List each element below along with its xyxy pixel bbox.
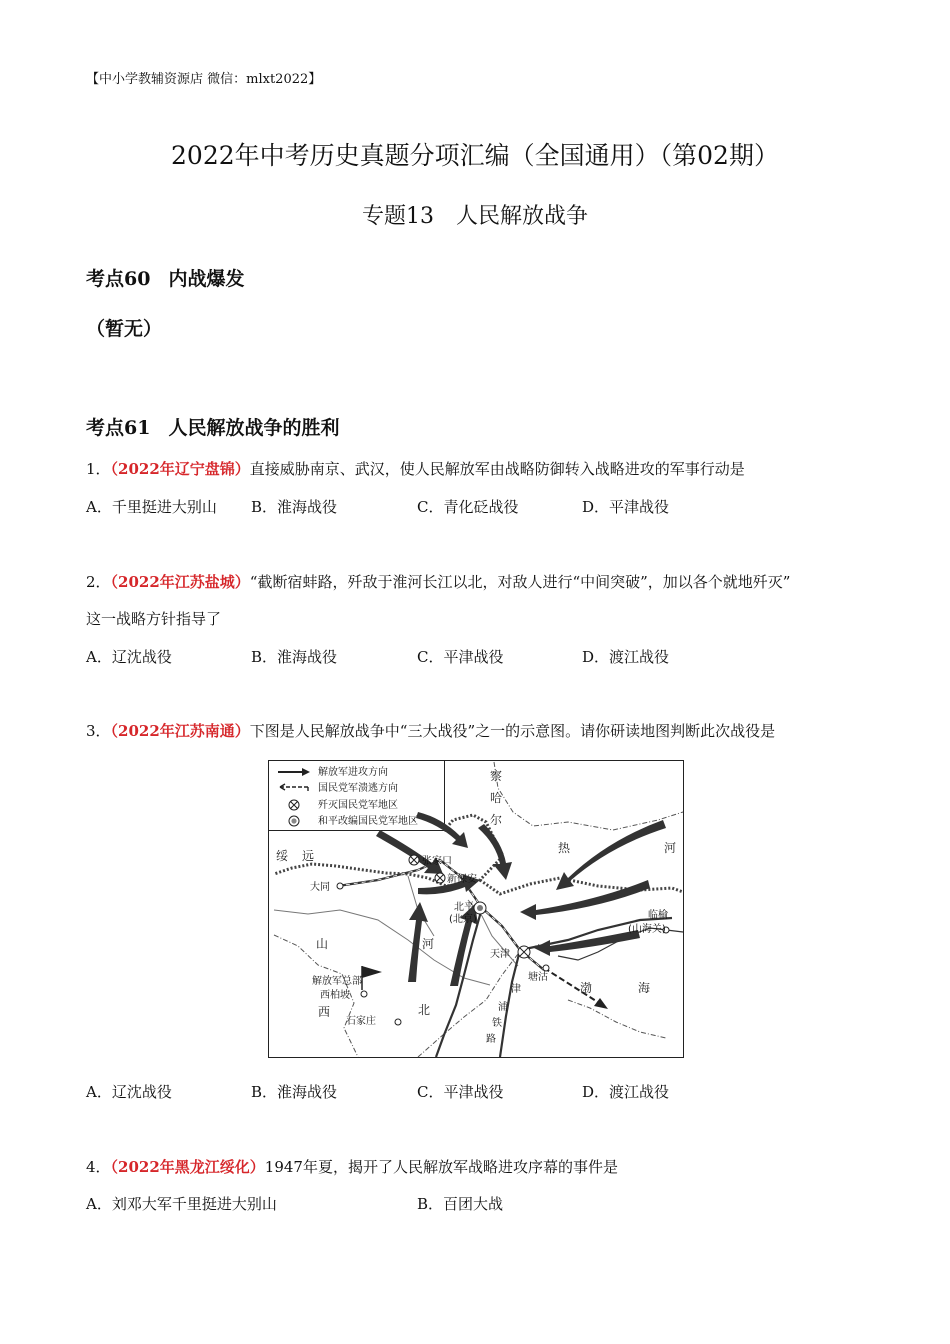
city-dot-datong <box>337 883 343 889</box>
city-label: 张家口 <box>422 856 452 867</box>
option-c: C．青化砭战役 <box>417 498 519 516</box>
annihilate-marker-zhangjiakou <box>409 855 419 865</box>
region-label: 哈 <box>490 791 503 805</box>
city-label: 西柏坡 <box>320 990 350 1001</box>
region-label: 河 <box>422 937 435 951</box>
city-label: 临榆 <box>648 910 668 921</box>
question-source: （2022年辽宁盘锦） <box>110 460 250 478</box>
question-4 <box>86 1156 618 1177</box>
question-number: 4． <box>86 1158 111 1176</box>
question-3 <box>86 720 775 741</box>
region-label: 北 <box>418 1003 431 1017</box>
region-label: 西 <box>318 1005 331 1019</box>
region-label: 浦 <box>498 1002 508 1013</box>
region-label: 海 <box>638 981 651 995</box>
city-label: (山海关) <box>628 924 666 935</box>
legend-label: 歼灭国民党军地区 <box>318 800 398 811</box>
section-note: （暂无） <box>86 318 163 340</box>
legend-label: 解放军进攻方向 <box>318 767 388 778</box>
question-source: （2022年江苏南通） <box>110 722 250 740</box>
question-2-continued: 这一战略方针指导了 <box>86 610 222 628</box>
city-label: 新保安 <box>447 874 477 885</box>
annihilate-marker-xinbaoan <box>435 873 445 883</box>
option-d: D．平津战役 <box>582 498 670 516</box>
city-label: 解放军总部 <box>312 976 362 987</box>
region-label: 河 <box>664 841 677 855</box>
city-dot-xibaipo <box>361 991 367 997</box>
option-a: A．辽沈战役 <box>86 1083 172 1101</box>
question-text: “截断宿蚌路，歼敌于淮河长江以北，对敌人进行“中间突破”，加以各个就地歼灭” <box>249 573 791 591</box>
option-a: A．千里挺进大别山 <box>86 498 217 516</box>
document-title: 2022年中考历史真题分项汇编（全国通用）（第02期） <box>171 141 779 170</box>
option-d: D．渡江战役 <box>582 648 670 666</box>
region-label: 远 <box>302 849 315 863</box>
option-a: A．刘邓大军千里挺进大别山 <box>86 1195 277 1213</box>
region-label: 渤 <box>580 981 593 995</box>
region-label: 山 <box>316 937 329 951</box>
document-subtitle: 专题13 人民解放战争 <box>362 204 588 229</box>
question-text: 下图是人民解放战争中“三大战役”之一的示意图。请你研读地图判断此次战役是 <box>249 722 776 740</box>
city-label: 北平 <box>454 902 474 913</box>
city-label: 大同 <box>310 882 330 893</box>
city-label: 塘沽 <box>528 972 548 983</box>
region-label: 热 <box>558 841 571 855</box>
option-a: A．辽沈战役 <box>86 648 172 666</box>
city-dot-shijiazhuang <box>395 1019 401 1025</box>
region-label: 尔 <box>490 813 503 827</box>
section-heading-61 <box>86 413 339 440</box>
option-c: C．平津战役 <box>417 1083 504 1101</box>
question-text: 1947年夏，揭开了人民解放军战略进攻序幕的事件是 <box>264 1158 618 1176</box>
option-c: C．平津战役 <box>417 648 504 666</box>
city-label: 天津 <box>490 949 510 960</box>
region-label: 津 <box>511 984 521 995</box>
section-number: 考点60 <box>86 268 151 290</box>
legend-label: 国民党军溃逃方向 <box>318 783 398 794</box>
region-label: 铁 <box>492 1018 502 1029</box>
section-name: 内战爆发 <box>168 268 245 290</box>
city-label: (北京) <box>449 914 477 925</box>
question-source: （2022年黑龙江绥化） <box>110 1158 265 1176</box>
question-text: 直接威胁南京、武汉，使人民解放军由战略防御转入战略进攻的军事行动是 <box>249 460 745 478</box>
battle-map <box>268 760 684 1058</box>
question-number: 2． <box>86 573 111 591</box>
city-label: 石家庄 <box>346 1016 376 1027</box>
section-name: 人民解放战争的胜利 <box>168 417 340 439</box>
option-b: B．淮海战役 <box>251 648 338 666</box>
option-b: B．百团大战 <box>417 1195 504 1213</box>
region-label: 察 <box>490 769 503 783</box>
question-source: （2022年江苏盐城） <box>110 573 250 591</box>
question-number: 3． <box>86 722 111 740</box>
question-1 <box>86 458 745 479</box>
section-heading-60 <box>86 264 244 291</box>
option-d: D．渡江战役 <box>582 1083 670 1101</box>
annihilate-marker-tianjin <box>518 946 530 958</box>
peace-marker-beiping <box>474 902 486 914</box>
region-label: 绥 <box>276 849 289 863</box>
legend-label: 和平改编国民党军地区 <box>318 816 418 827</box>
city-dot-tanggu <box>543 965 549 971</box>
region-label: 路 <box>486 1034 496 1045</box>
question-2 <box>86 571 790 592</box>
option-b: B．淮海战役 <box>251 1083 338 1101</box>
section-number: 考点61 <box>86 417 151 439</box>
option-b: B．淮海战役 <box>251 498 338 516</box>
question-number: 1． <box>86 460 111 478</box>
header-note: 【中小学教辅资源店 微信：mlxt2022】 <box>86 72 322 87</box>
